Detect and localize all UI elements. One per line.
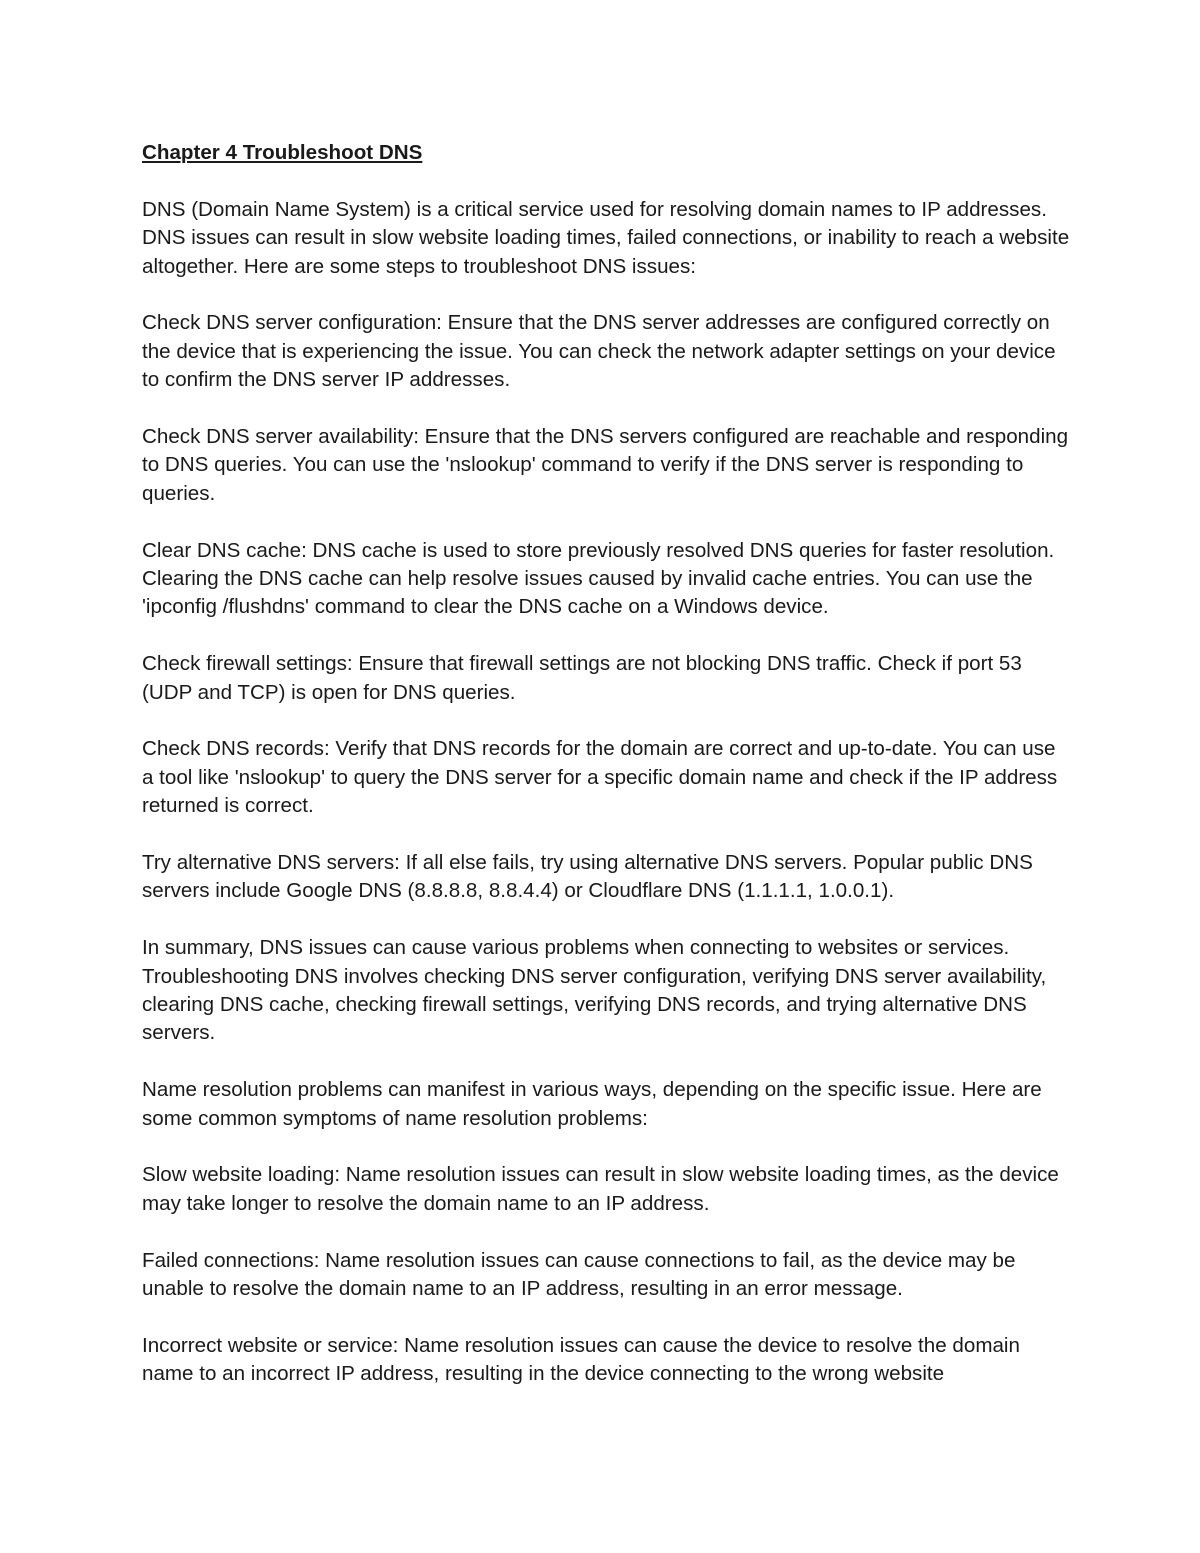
- paragraph-incorrect-website: Incorrect website or service: Name resolution issues can cause the device to resolve the domain name to an incorrect IP address, resulting in the device connecting to the wrong website: [142, 1333, 1020, 1386]
- paragraph-check-server-availability: Check DNS server availability: Ensure that the DNS servers configured are reachable and responding to DNS queries. You can use the 'nslookup' command to verify if the DNS server is responding to queries.: [142, 425, 1069, 505]
- paragraph-name-resolution-intro: Name resolution problems can manifest in various ways, depending on the specific issue. Here are some common symptoms of name resolution problems:: [142, 1078, 1042, 1130]
- document-title: Chapter 4 Troubleshoot DNS: [142, 141, 423, 164]
- paragraph-summary: In summary, DNS issues can cause various problems when connecting to websites or services. Troubleshooting DNS involves checking DNS server configuration, verifying DNS server availability, clearing DNS cache, checking firewall settings, verifying DNS records, and trying alternative DNS servers.: [142, 936, 1047, 1045]
- paragraph-check-dns-records: Check DNS records: Verify that DNS records for the domain are correct and up-to-date. You can use a tool like 'nslookup' to query the DNS server for a specific domain name and check if the IP address returned is correct.: [142, 737, 1058, 818]
- paragraph-check-server-configuration: Check DNS server configuration: Ensure that the DNS server addresses are configured correctly on the device that is experiencing the issue. You can check the network adapter settings on your device to confirm the DNS server IP addresses.: [142, 311, 1056, 392]
- paragraph-check-firewall-settings: Check firewall settings: Ensure that firewall settings are not blocking DNS traffic. Check if port 53 (UDP and TCP) is open for DNS queries.: [142, 652, 1022, 704]
- document-body: [142, 139, 1072, 1389]
- paragraph-intro: DNS (Domain Name System) is a critical service used for resolving domain names to IP addresses. DNS issues can result in slow website loading times, failed connections, or inability to reach a website altogether. Here are some steps to troubleshoot DNS issues:: [142, 197, 1070, 278]
- paragraph-failed-connections: Failed connections: Name resolution issues can cause connections to fail, as the device may be unable to resolve the domain name to an IP address, resulting in an error message.: [142, 1248, 1016, 1301]
- paragraph-alternative-dns-servers: Try alternative DNS servers: If all else fails, try using alternative DNS servers. Popular public DNS servers include Google DNS (8.8.8.8, 8.8.4.4) or Cloudflare DNS (1.1.1.1, 1.0.0.1).: [142, 851, 1033, 903]
- paragraph-clear-dns-cache: Clear DNS cache: DNS cache is used to store previously resolved DNS queries for faster resolution. Clearing the DNS cache can help resolve issues caused by invalid cache entries. You can use the 'ipconfig /flushdns' command to clear the DNS cache on a Windows device.: [142, 538, 1055, 619]
- paragraph-slow-website-loading: Slow website loading: Name resolution issues can result in slow website loading times, as the device may take longer to resolve the domain name to an IP address.: [142, 1163, 1059, 1215]
